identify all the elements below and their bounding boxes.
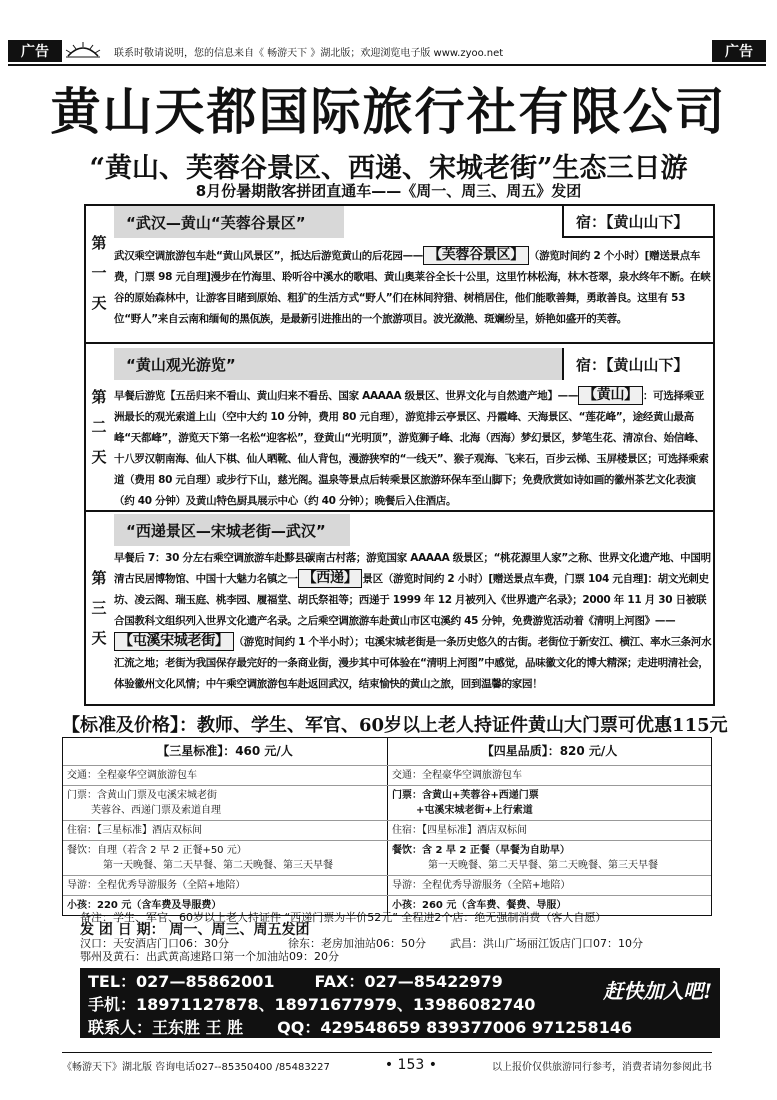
transport-right: 交通：全程豪华空调旅游包车	[387, 766, 711, 785]
meals-left: 餐饮：自理（若含 2 早 2 正餐+50 元） 第一天晚餐、第二天早餐、第二天晚餐、第三天早餐	[67, 845, 333, 871]
day-lodging-2: 宿：【黄山山下】	[562, 348, 715, 380]
day-title-1: “武汉—黄山“芙蓉谷景区”	[114, 206, 344, 238]
ad-tag-left: 广告	[8, 40, 62, 62]
child-price-right: 小孩：260 元（含车费、餐费、导服）	[387, 896, 711, 915]
table-row	[63, 786, 711, 821]
day-description-1: 武汉乘空调旅游包车赴“黄山风景区”，抵达后游览黄山的后花园—— 【芙蓉谷景区】 （游览时间约 2 个小时）[赠送景点车费，门票 98 元自理]漫步在竹海里、聆听谷中溪水的歌唱、黄山奥莱谷全长十公里，这里竹林松海，林木苍翠，泉水终年不断。在峡谷的原始森林中，让游客目睹到原始、粗犷的生活方式“野人”们在林间狩猎、树梢居住，他们能歌善舞，勇敢善良。这里有 53 位“野人”来自云南和缅甸的黑佤族，是最新引进推出的一个旅游项目。波光潋滟、斑斓纷呈，娇艳如盛开的芙蓉。	[114, 247, 711, 325]
tickets-left: 门票：含黄山门票及屯溪宋城老街 芙蓉谷、西递门票及索道自理	[67, 790, 221, 816]
highlight-attraction: 【芙蓉谷景区】	[423, 246, 529, 265]
day-tab-3: 第 三 天	[84, 512, 112, 706]
day-title-3: “西递景区—宋城老街—武汉”	[114, 514, 350, 546]
footer-disclaimer: 以上报价仅供旅游同行参考，消费者请勿参阅此书	[492, 1061, 712, 1073]
header-notice: 联系时敬请说明，您的信息来自《 畅游天下 》湖北版；欢迎浏览电子版 www.zyoo.net	[114, 47, 504, 59]
table-row	[63, 766, 711, 786]
company-name: 黄山天都国际旅行社有限公司	[50, 82, 727, 141]
ad-tag-right: 广告	[712, 40, 766, 62]
tour-title: “黄山、芙蓉谷景区、西递、宋城老街”生态三日游	[89, 153, 688, 184]
qq-numbers: QQ：429548659 839377006 971258146	[277, 1018, 633, 1037]
day-tab-2: 第 二 天	[84, 344, 112, 512]
tour-subtitle: 8月份暑期散客拼团直通车——《周一、周三、周五》发团	[195, 182, 582, 200]
table-row	[63, 821, 711, 841]
package-three-star-header: 【三星标准】：460 元/人	[157, 744, 293, 758]
table-row	[63, 841, 711, 876]
child-price-left: 小孩：220 元（含车费及导服费）	[67, 900, 222, 911]
package-four-star-header: 【四星品质】：820 元/人	[387, 738, 711, 765]
highlight-attraction: 【黄山】	[578, 386, 643, 405]
phone-number: TEL：027—85862001	[88, 972, 275, 991]
departure-days: 发 团 日 期： 周一、周三、周五发团	[80, 922, 310, 938]
remark: 备注：学生、军官、60岁以上老人持证件 “西递门票为半价52元” 全程进2个店：绝无强制消费（客人自愿）	[80, 911, 607, 924]
tickets-right: 门票：含黄山+芙蓉谷+西递门票 +屯溪宋城老街+上行索道	[387, 786, 711, 820]
transport-left: 交通：全程豪华空调旅游包车	[67, 770, 197, 781]
page-number: • 153 •	[384, 1057, 437, 1073]
divider	[112, 510, 713, 512]
page-footer	[62, 1052, 712, 1073]
departure-points: 汉口：天安酒店门口06：30分 徐东：老房加油站06：50分 武昌：洪山广场丽江饭店门口07：10分	[80, 937, 643, 950]
day-lodging-1: 宿：【黄山山下】	[562, 206, 715, 238]
contact-box	[80, 968, 720, 1038]
guide-right: 导游：全程优秀导游服务（全陪+地陪）	[387, 876, 711, 895]
hotel-left: 住宿：【三星标准】酒店双标间	[67, 825, 202, 836]
divider	[8, 64, 766, 66]
sun-logo-icon	[62, 42, 104, 60]
highlight-attraction: 【屯溪宋城老街】	[114, 632, 234, 651]
highlight-attraction: 【西递】	[298, 569, 363, 588]
mobile-numbers: 手机：18971127878、18971677979、13986082740	[88, 995, 536, 1014]
price-banner: 【标准及价格】：教师、学生、军官、60岁以上老人持证件黄山大门票可优惠115元	[62, 715, 728, 736]
contact-persons: 联系人：王东胜 王 胜	[88, 1018, 244, 1037]
day-title-2: “黄山观光游览”	[114, 348, 562, 380]
table-row	[63, 738, 711, 766]
departure-point-ezhou: 鄂州及黄石：出武黄高速路口第一个加油站09：20分	[80, 950, 339, 963]
table-row	[63, 876, 711, 896]
notes	[80, 911, 720, 963]
fax-number: FAX：027—85422979	[314, 972, 503, 991]
footer-publication: 《畅游天下》湖北版 咨询电话027--85350400 /85483227	[62, 1061, 330, 1073]
divider	[112, 342, 713, 344]
hotel-right: 住宿：【四星标准】酒店双标间	[387, 821, 711, 840]
meals-right: 餐饮：含 2 早 2 正餐（早餐为自助早） 第一天晚餐、第二天早餐、第二天晚餐、第三天早餐	[387, 841, 711, 875]
slogan: 赶快加入吧!	[603, 979, 712, 1003]
guide-left: 导游：全程优秀导游服务（全陪+地陪）	[67, 880, 246, 891]
header-bar	[62, 40, 712, 62]
day-description-2: 早餐后游览【五岳归来不看山、黄山归来不看岳、国家 AAAAA 级景区、世界文化与自然遗产地】—— 【黄山】 ：可选择乘亚洲最长的观光索道上山（空中大约 10 分钟，费用 80 元自理），游览排云亭景区、丹霞峰、天海景区、“莲花峰”，途经黄山最高峰“天都峰”，游览天下第一名松“迎客松”，登黄山“光明顶”，游览狮子峰、北海（西海）梦幻景区，梦笔生花、清凉台、始信峰、十八罗汉朝南海、仙人下棋、仙人晒靴、仙人背包，漫游狭窄的“一线天”、猴子观海、飞来石，百步云梯、玉屏楼景区；可选择乘索道（费用 80 元自理）或步行下山，慈光阁。温泉等景点后转乘景区旅游环保车至山脚下；免费欣赏如诗如画的徽州茶艺文化表演（约 40 分钟）及黄山特色厨具展示中心（约 40 分钟）；晚餐后入住酒店。	[114, 387, 709, 507]
day-description-3: 早餐后 7：30 分左右乘空调旅游车赴黟县碳南古村落；游览国家 AAAAA 级景区；“桃花源里人家”之称、世界文化遗产地、中国明清古民居博物馆、中国十大魅力名镇之一 【西递】 景区（游览时间约 2 小时）[赠送景点车费，门票 104 元自理]：胡文光刺史坊、凌云阁、瑞玉庭、桃李园、履福堂、胡氏祭祖等；西递于 1999 年 12 月被列入《世界遗产名录》；2000 年 11 月 30 日被联合国教科文组织列入世界文化遗产名录。之后乘空调旅游车赴黄山市区屯溪约 45 分钟，免费游览活动着《清明上河图》——【屯溪宋城老街】 （游览时间约 1 个半小时）；屯溪宋城老街是一条历史悠久的古街。老街位于新安江、横江、率水三条河水汇流之地；老街为我国保存最完好的一条商业街，漫步其中可体验在“清明上河图”中感觉，品味徽文化的博大精深；走进明清社会，体验徽州文化风情；中午乘空调旅游包车赴返回武汉，结束愉快的黄山之旅，回到温馨的家园！	[114, 552, 712, 690]
price-table	[62, 737, 712, 916]
day-tab-1: 第 一 天	[84, 204, 112, 344]
